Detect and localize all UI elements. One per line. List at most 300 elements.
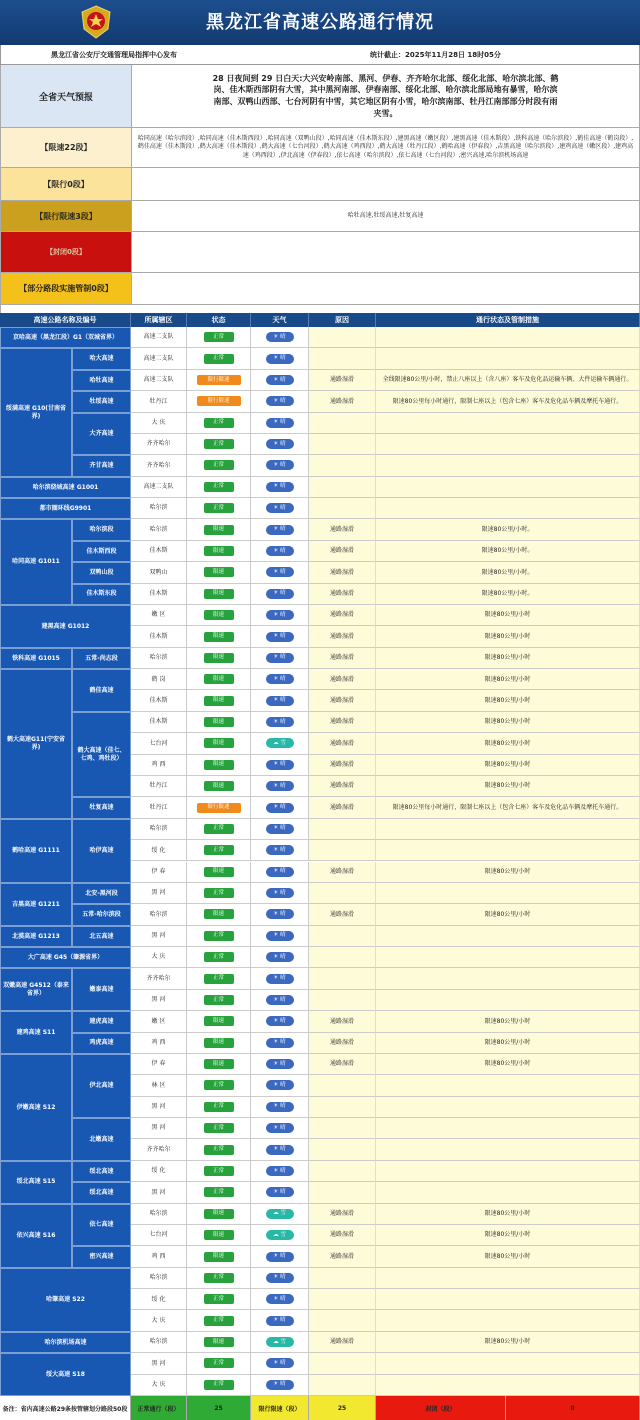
status-cell bbox=[187, 968, 251, 989]
speed-limit-label: 【限速22段】 bbox=[1, 128, 132, 167]
status-normal-badge: 正常 bbox=[204, 1358, 234, 1368]
road-segment bbox=[72, 1033, 131, 1054]
status-normal-badge: 正常 bbox=[204, 995, 234, 1005]
weather-cell bbox=[251, 819, 309, 840]
partial-control-label: 【部分路段实施管制0段】 bbox=[1, 273, 132, 304]
status-normal-badge: 正常 bbox=[204, 845, 234, 855]
district-cell bbox=[131, 1161, 187, 1182]
reason-cell bbox=[309, 391, 376, 412]
sun-icon: ☀ 晴 bbox=[266, 503, 294, 513]
district-cell bbox=[131, 990, 187, 1011]
reason-cell bbox=[309, 1075, 376, 1096]
road-segment-text: 哈尔滨段 bbox=[89, 526, 114, 534]
measure-cell bbox=[376, 370, 640, 391]
reason-cell bbox=[309, 1139, 376, 1160]
measure-cell bbox=[376, 1225, 640, 1246]
reason-cell bbox=[309, 904, 376, 925]
reason-cell-text: 通路湿滑 bbox=[329, 867, 354, 875]
road-segment-text: 哈牡高速 bbox=[89, 376, 114, 384]
weather-cell bbox=[251, 413, 309, 434]
district-cell-text: 哈尔滨 bbox=[149, 1274, 168, 1282]
reason-cell bbox=[309, 1033, 376, 1054]
reason-cell bbox=[309, 605, 376, 626]
reason-cell bbox=[309, 519, 376, 540]
district-cell bbox=[131, 1182, 187, 1203]
weather-cell bbox=[251, 733, 309, 754]
weather-cell bbox=[251, 1289, 309, 1310]
status-limit-badge: 限速 bbox=[204, 781, 234, 791]
district-cell bbox=[131, 1246, 187, 1267]
district-cell bbox=[131, 1204, 187, 1225]
measure-cell-text: 限速80公里/小时。 bbox=[481, 568, 534, 576]
road-segment bbox=[72, 883, 131, 904]
measure-cell-text: 限速80公里/小时 bbox=[484, 739, 531, 747]
reason-cell bbox=[309, 584, 376, 605]
measure-cell bbox=[376, 883, 640, 904]
reason-cell-text: 通路湿滑 bbox=[329, 589, 354, 597]
measure-cell bbox=[376, 926, 640, 947]
road-name bbox=[0, 947, 131, 968]
sun-icon: ☀ 晴 bbox=[266, 418, 294, 428]
road-segment-text: 五常-哈尔滨段 bbox=[82, 911, 121, 919]
page-header bbox=[0, 0, 640, 45]
spacer bbox=[0, 305, 640, 313]
sun-icon: ☀ 晴 bbox=[266, 674, 294, 684]
road-segment bbox=[72, 519, 131, 540]
status-cell bbox=[187, 862, 251, 883]
snow-icon: ☁ 雪 bbox=[266, 1209, 294, 1219]
district-cell-text: 佳木斯 bbox=[149, 718, 168, 726]
status-cell bbox=[187, 327, 251, 348]
reason-cell-text: 通路湿滑 bbox=[329, 1060, 354, 1068]
district-cell-text: 齐齐哈尔 bbox=[146, 461, 171, 469]
weather-cell bbox=[251, 1161, 309, 1182]
district-cell bbox=[131, 733, 187, 754]
district-cell bbox=[131, 947, 187, 968]
district-cell bbox=[131, 840, 187, 861]
measure-cell bbox=[376, 584, 640, 605]
reason-cell bbox=[309, 370, 376, 391]
road-name-text: 双嫩高速 G4512（泰来省界） bbox=[3, 982, 69, 997]
status-cell bbox=[187, 1011, 251, 1032]
status-normal-badge: 正常 bbox=[204, 332, 234, 342]
road-name-text: 大广高速 G45（肇源省界） bbox=[27, 953, 104, 961]
road-name-text: 哈尔滨绕城高速 G1001 bbox=[32, 483, 99, 491]
measure-cell bbox=[376, 1033, 640, 1054]
measure-cell bbox=[376, 1289, 640, 1310]
status-cell bbox=[187, 669, 251, 690]
road-name-text: 建黑高速 G1012 bbox=[41, 622, 90, 630]
district-cell-text: 高速二支队 bbox=[143, 376, 174, 384]
weather-cell bbox=[251, 605, 309, 626]
sun-icon: ☀ 晴 bbox=[266, 952, 294, 962]
district-cell bbox=[131, 926, 187, 947]
sun-icon: ☀ 晴 bbox=[266, 1273, 294, 1283]
status-cell bbox=[187, 733, 251, 754]
status-normal-badge: 正常 bbox=[204, 460, 234, 470]
reason-cell bbox=[309, 434, 376, 455]
weather-cell bbox=[251, 904, 309, 925]
weather-cell bbox=[251, 348, 309, 369]
status-limit-badge: 限速 bbox=[204, 1209, 234, 1219]
reason-cell bbox=[309, 819, 376, 840]
measure-cell bbox=[376, 648, 640, 669]
district-cell bbox=[131, 1225, 187, 1246]
status-normal-badge: 正常 bbox=[204, 1166, 234, 1176]
status-limit-badge: 限速 bbox=[204, 738, 234, 748]
page-title: 黑龙江省高速公路通行情况 bbox=[206, 12, 434, 33]
status-limit-badge: 限速 bbox=[204, 567, 234, 577]
col-district: 所属辖区 bbox=[131, 313, 187, 327]
district-cell-text: 绥 化 bbox=[151, 846, 166, 854]
status-limit-badge: 限速 bbox=[204, 653, 234, 663]
status-cell bbox=[187, 904, 251, 925]
reason-cell bbox=[309, 1375, 376, 1396]
sun-icon: ☀ 晴 bbox=[266, 375, 294, 385]
reason-cell bbox=[309, 413, 376, 434]
district-cell bbox=[131, 1033, 187, 1054]
road-segment-text: 北五高速 bbox=[89, 932, 114, 940]
measure-cell bbox=[376, 626, 640, 647]
status-normal-badge: 正常 bbox=[204, 1123, 234, 1133]
col-status: 状态 bbox=[187, 313, 251, 327]
reason-cell bbox=[309, 1118, 376, 1139]
speed-limit-text: 哈同高速（哈尔滨段）,哈同高速（佳木斯西段）,哈同高速（双鸭山段）,哈同高速（佳木斯东段）,建黑高速（嫩区段）,建黑高速（佳木斯段）,铁科高速（哈尔滨段）,鹤佳高速（鹤岗段）,鹤佳高速（佳木斯段）,鹤大高速（佳木斯段）,鹤大高速（七台河段）,鹤大高速（鸡西段）,鹤大高速（牡丹江段）,鹤哈高速（伊春段）,吉黑高速（哈尔滨段）,建鸡高速（嫩区段）,建鸡高速（鸡西段）,伊北高速（伊春段）,依七高速（哈尔滨段）,依七高速（七台河段）,密兴高速,哈尔滨机场高速 bbox=[137, 135, 634, 159]
weather-cell bbox=[251, 327, 309, 348]
sun-icon: ☀ 晴 bbox=[266, 931, 294, 941]
road-segment-text: 大齐高速 bbox=[89, 430, 114, 438]
measure-cell bbox=[376, 776, 640, 797]
road-name-text: 哈同高速 G1011 bbox=[12, 558, 60, 566]
district-cell bbox=[131, 1011, 187, 1032]
district-cell-text: 哈尔滨 bbox=[149, 504, 168, 512]
district-cell bbox=[131, 1075, 187, 1096]
road-segment bbox=[72, 348, 131, 369]
district-cell-text: 黑 河 bbox=[151, 1103, 166, 1111]
road-name-text: 都市圈环线G9901 bbox=[39, 504, 92, 512]
road-segment-text: 建虎高速 bbox=[89, 1018, 114, 1026]
reason-cell-text: 通路湿滑 bbox=[329, 1210, 354, 1218]
status-limit-badge: 限速 bbox=[204, 1252, 234, 1262]
road-segment-text: 北嫩高速 bbox=[89, 1135, 114, 1143]
status-cell bbox=[187, 498, 251, 519]
measure-cell bbox=[376, 1204, 640, 1225]
reason-cell-text: 通路湿滑 bbox=[329, 718, 354, 726]
measure-cell bbox=[376, 819, 640, 840]
road-segment bbox=[72, 669, 131, 712]
weather-cell bbox=[251, 1182, 309, 1203]
status-normal-badge: 正常 bbox=[204, 1316, 234, 1326]
sun-icon: ☀ 晴 bbox=[266, 1059, 294, 1069]
road-segment bbox=[72, 413, 131, 456]
measure-cell bbox=[376, 1375, 640, 1396]
normal-count: 25 bbox=[187, 1396, 251, 1420]
district-cell bbox=[131, 584, 187, 605]
road-segment-text: 佳木斯西段 bbox=[86, 547, 117, 555]
measure-cell bbox=[376, 1268, 640, 1289]
weather-cell bbox=[251, 990, 309, 1011]
district-cell bbox=[131, 904, 187, 925]
road-name-text: 绥大高速 S18 bbox=[46, 1370, 85, 1378]
reason-cell bbox=[309, 1161, 376, 1182]
road-segment-text: 依七高速 bbox=[89, 1221, 114, 1229]
weather-cell bbox=[251, 562, 309, 583]
status-cell bbox=[187, 370, 251, 391]
status-normal-badge: 正常 bbox=[204, 1080, 234, 1090]
road-segment-text: 齐甘高速 bbox=[89, 462, 114, 470]
snow-icon: ☁ 雪 bbox=[266, 1230, 294, 1240]
weather-cell bbox=[251, 1225, 309, 1246]
district-cell bbox=[131, 348, 187, 369]
reason-cell bbox=[309, 669, 376, 690]
reason-cell bbox=[309, 733, 376, 754]
district-cell bbox=[131, 605, 187, 626]
issuer-bar bbox=[0, 45, 640, 65]
status-cell bbox=[187, 648, 251, 669]
reason-cell bbox=[309, 947, 376, 968]
sun-icon: ☀ 晴 bbox=[266, 845, 294, 855]
police-emblem-icon bbox=[80, 5, 112, 39]
district-cell-text: 鹤 岗 bbox=[151, 675, 166, 683]
district-cell bbox=[131, 776, 187, 797]
road-segment-text: 鹤大高速（佳七、七鸡、鸡牡段） bbox=[77, 747, 126, 762]
restrict-row bbox=[0, 168, 640, 201]
road-segment bbox=[72, 1182, 131, 1203]
measure-cell-text: 限速80公里/小时。 bbox=[481, 525, 534, 533]
district-cell bbox=[131, 1353, 187, 1374]
reason-cell bbox=[309, 477, 376, 498]
road-name-text: 绥北高速 S15 bbox=[16, 1178, 56, 1186]
col-measures: 通行状态及管制措施 bbox=[376, 313, 640, 327]
road-name bbox=[0, 348, 72, 476]
weather-cell bbox=[251, 926, 309, 947]
measure-cell-text: 限速80公里/小时。 bbox=[481, 589, 534, 597]
measure-cell bbox=[376, 413, 640, 434]
measure-cell bbox=[376, 455, 640, 476]
status-normal-badge: 正常 bbox=[204, 1145, 234, 1155]
district-cell bbox=[131, 455, 187, 476]
status-limit-badge: 限速 bbox=[204, 909, 234, 919]
road-segment-text: 佳木斯东段 bbox=[86, 590, 117, 598]
road-segment bbox=[72, 819, 131, 883]
weather-cell bbox=[251, 477, 309, 498]
status-cell bbox=[187, 1289, 251, 1310]
status-cell bbox=[187, 755, 251, 776]
measure-cell bbox=[376, 1332, 640, 1353]
snow-icon: ☁ 雪 bbox=[266, 738, 294, 748]
weather-row bbox=[0, 65, 640, 128]
status-limit-badge: 限速 bbox=[204, 760, 234, 770]
district-cell-text: 黑 河 bbox=[151, 889, 166, 897]
district-cell-text: 林 区 bbox=[151, 1081, 166, 1089]
district-cell-text: 鸡 西 bbox=[151, 761, 166, 769]
status-cell bbox=[187, 391, 251, 412]
status-cell bbox=[187, 1182, 251, 1203]
district-cell-text: 七台河 bbox=[149, 739, 168, 747]
sun-icon: ☀ 晴 bbox=[266, 1016, 294, 1026]
weather-cell bbox=[251, 797, 309, 818]
reason-cell-text: 通路湿滑 bbox=[329, 803, 354, 811]
sun-icon: ☀ 晴 bbox=[266, 1380, 294, 1390]
status-restrict-limit-badge: 限行限速 bbox=[197, 396, 241, 406]
road-name-text: 建鸡高速 S11 bbox=[16, 1028, 56, 1036]
district-cell bbox=[131, 1139, 187, 1160]
measure-cell-text: 限速80公里/小时 bbox=[484, 654, 531, 662]
measure-cell-text: 限速80公里/小时 bbox=[484, 675, 531, 683]
road-segment bbox=[72, 370, 131, 391]
status-limit-badge: 限速 bbox=[204, 1016, 234, 1026]
measure-cell bbox=[376, 669, 640, 690]
sun-icon: ☀ 晴 bbox=[266, 396, 294, 406]
status-cell bbox=[187, 413, 251, 434]
reason-cell bbox=[309, 327, 376, 348]
weather-cell bbox=[251, 947, 309, 968]
reason-cell bbox=[309, 968, 376, 989]
road-name-text: 吉黑高速 G1211 bbox=[12, 900, 60, 908]
status-normal-badge: 正常 bbox=[204, 418, 234, 428]
road-name-text: 哈尔滨机场高速 bbox=[44, 1338, 87, 1346]
road-name bbox=[0, 1268, 131, 1332]
reason-cell bbox=[309, 1246, 376, 1267]
road-segment-text: 鸡虎高速 bbox=[89, 1039, 114, 1047]
status-restrict-limit-badge: 限行限速 bbox=[197, 803, 241, 813]
district-cell-text: 哈尔滨 bbox=[149, 1338, 168, 1346]
status-normal-badge: 正常 bbox=[204, 1187, 234, 1197]
district-cell bbox=[131, 391, 187, 412]
district-cell bbox=[131, 862, 187, 883]
weather-cell bbox=[251, 584, 309, 605]
weather-cell bbox=[251, 648, 309, 669]
measure-cell bbox=[376, 498, 640, 519]
measure-cell bbox=[376, 968, 640, 989]
weather-cell bbox=[251, 370, 309, 391]
footer-summary bbox=[0, 1396, 640, 1420]
restrict-limit-row bbox=[0, 201, 640, 232]
status-cell bbox=[187, 1033, 251, 1054]
weather-cell bbox=[251, 391, 309, 412]
status-limit-badge: 限速 bbox=[204, 1038, 234, 1048]
sun-icon: ☀ 晴 bbox=[266, 1358, 294, 1368]
status-cell bbox=[187, 1310, 251, 1331]
road-segment-text: 牡绥高速 bbox=[89, 398, 114, 406]
district-cell-text: 牡丹江 bbox=[149, 397, 168, 405]
measure-cell-text: 限速80公里/小时 bbox=[484, 696, 531, 704]
reason-cell bbox=[309, 1225, 376, 1246]
road-segment-text: 绥北高速 bbox=[89, 1167, 114, 1175]
measure-cell bbox=[376, 1161, 640, 1182]
reason-cell bbox=[309, 1353, 376, 1374]
measure-cell bbox=[376, 904, 640, 925]
district-cell bbox=[131, 690, 187, 711]
district-cell-text: 黑 河 bbox=[151, 1188, 166, 1196]
measure-cell bbox=[376, 1353, 640, 1374]
road-name bbox=[0, 968, 72, 1011]
district-cell-text: 哈尔滨 bbox=[149, 1210, 168, 1218]
reason-cell bbox=[309, 541, 376, 562]
status-limit-badge: 限速 bbox=[204, 1337, 234, 1347]
district-cell bbox=[131, 1097, 187, 1118]
restrict-limit-label: 【限行限速3段】 bbox=[1, 201, 132, 231]
sun-icon: ☀ 晴 bbox=[266, 460, 294, 470]
sun-icon: ☀ 晴 bbox=[266, 717, 294, 727]
reason-cell bbox=[309, 1289, 376, 1310]
district-cell-text: 齐齐哈尔 bbox=[146, 1145, 171, 1153]
district-cell-text: 绥 化 bbox=[151, 1295, 166, 1303]
sun-icon: ☀ 晴 bbox=[266, 696, 294, 706]
status-limit-badge: 限速 bbox=[204, 632, 234, 642]
sun-icon: ☀ 晴 bbox=[266, 1102, 294, 1112]
district-cell bbox=[131, 519, 187, 540]
district-cell bbox=[131, 541, 187, 562]
sun-icon: ☀ 晴 bbox=[266, 974, 294, 984]
weather-cell bbox=[251, 519, 309, 540]
reason-cell-text: 通路湿滑 bbox=[329, 696, 354, 704]
status-cell bbox=[187, 712, 251, 733]
reason-cell-text: 通路湿滑 bbox=[329, 376, 354, 384]
sun-icon: ☀ 晴 bbox=[266, 482, 294, 492]
district-cell bbox=[131, 669, 187, 690]
sun-icon: ☀ 晴 bbox=[266, 567, 294, 577]
status-normal-badge: 正常 bbox=[204, 931, 234, 941]
district-cell-text: 黑 河 bbox=[151, 996, 166, 1004]
district-cell bbox=[131, 883, 187, 904]
road-name bbox=[0, 519, 72, 605]
road-segment-text: 北安-黑河段 bbox=[85, 889, 118, 897]
col-road: 高速公路名称及编号 bbox=[0, 313, 131, 327]
measure-cell bbox=[376, 840, 640, 861]
road-name bbox=[0, 1353, 131, 1396]
road-segment bbox=[72, 562, 131, 583]
weather-cell bbox=[251, 862, 309, 883]
road-name bbox=[0, 669, 72, 819]
closed-text bbox=[132, 232, 639, 272]
district-cell-text: 大 庆 bbox=[151, 1316, 166, 1324]
measure-cell bbox=[376, 1246, 640, 1267]
district-cell-text: 黑 河 bbox=[151, 1124, 166, 1132]
snow-icon: ☁ 雪 bbox=[266, 1337, 294, 1347]
road-name bbox=[0, 819, 72, 883]
restrict-label: 【限行0段】 bbox=[1, 168, 132, 200]
road-name-text: 依兴高速 S16 bbox=[16, 1231, 56, 1239]
district-cell-text: 佳木斯 bbox=[149, 589, 168, 597]
measure-cell bbox=[376, 519, 640, 540]
reason-cell-text: 通路湿滑 bbox=[329, 1231, 354, 1239]
status-cell bbox=[187, 883, 251, 904]
sun-icon: ☀ 晴 bbox=[266, 760, 294, 770]
status-limit-badge: 限速 bbox=[204, 1059, 234, 1069]
measure-cell bbox=[376, 434, 640, 455]
road-segment bbox=[72, 391, 131, 412]
road-segment bbox=[72, 1054, 131, 1118]
measure-cell bbox=[376, 1054, 640, 1075]
status-cell bbox=[187, 1161, 251, 1182]
road-segment-text: 伊北高速 bbox=[89, 1082, 114, 1090]
measure-cell-text: 限速80公里/小时 bbox=[484, 782, 531, 790]
district-cell-text: 七台河 bbox=[149, 1231, 168, 1239]
district-cell bbox=[131, 413, 187, 434]
status-cell bbox=[187, 605, 251, 626]
reason-cell bbox=[309, 990, 376, 1011]
reason-cell bbox=[309, 498, 376, 519]
status-cell bbox=[187, 477, 251, 498]
status-cell bbox=[187, 1268, 251, 1289]
partial-control-row bbox=[0, 273, 640, 305]
measure-cell-text: 限速80公里/小时 bbox=[484, 1210, 531, 1218]
reason-cell bbox=[309, 1268, 376, 1289]
table-header bbox=[0, 313, 640, 327]
road-table bbox=[0, 327, 640, 1396]
sun-icon: ☀ 晴 bbox=[266, 1294, 294, 1304]
